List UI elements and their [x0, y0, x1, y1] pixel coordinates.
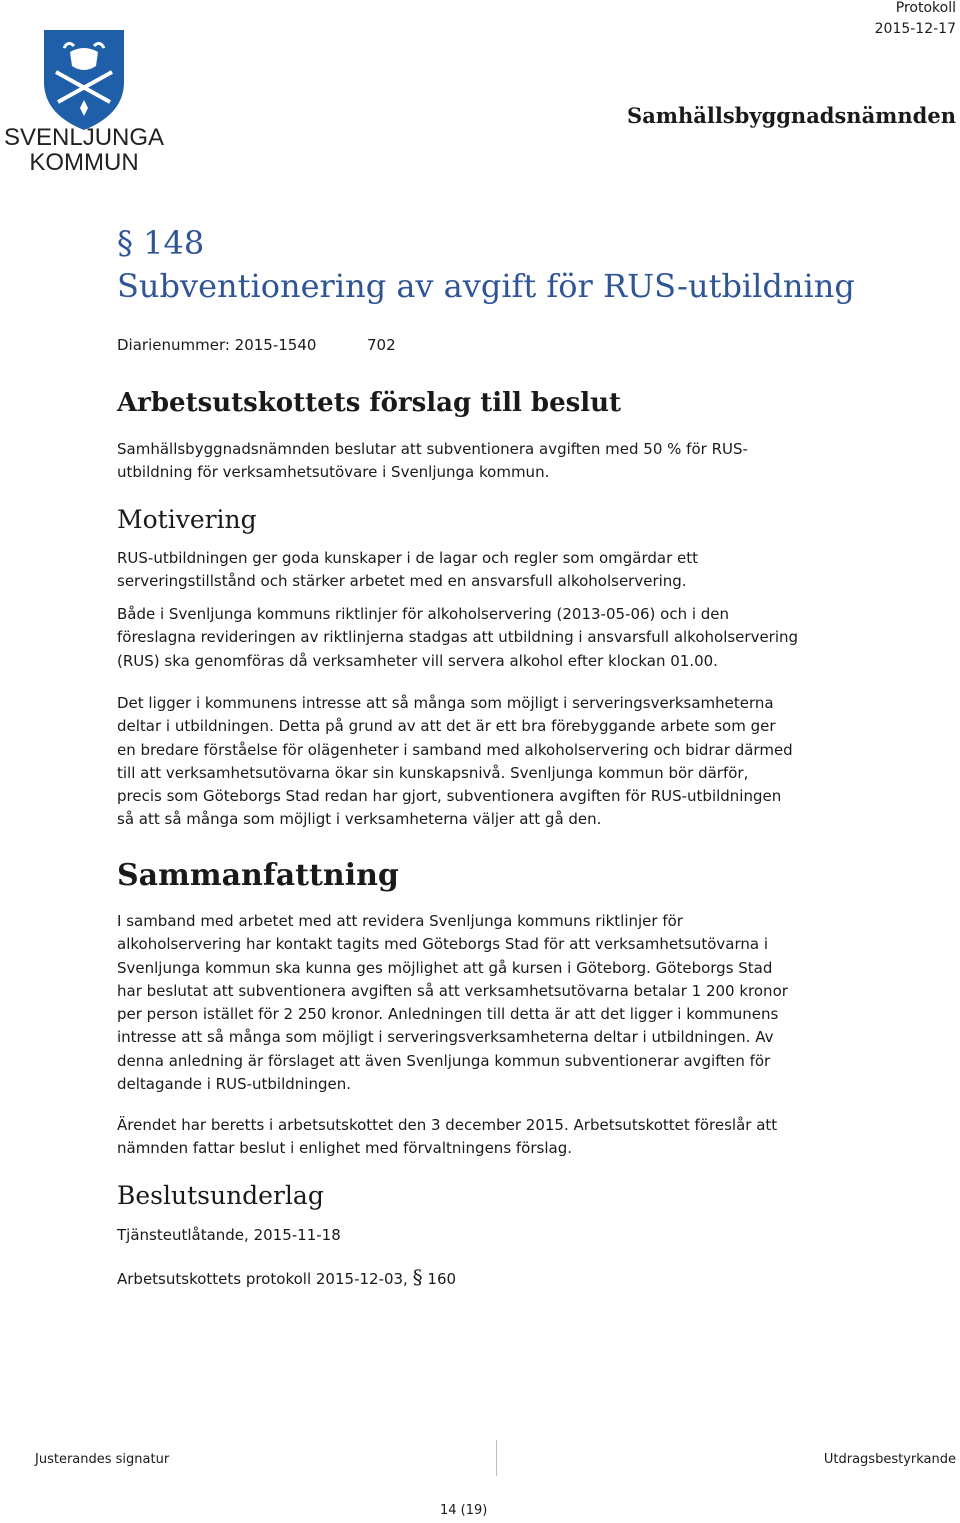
basis-item-1: Tjänsteutlåtande, 2015-11-18	[117, 1226, 341, 1244]
section-symbol: §	[117, 224, 133, 262]
motivation-paragraph-3	[117, 692, 793, 832]
text-line: Svenljunga kommun ska kunna ges möjlighet att gå kursen i Göteborg. Göteborgs Stad	[117, 958, 773, 977]
basis-heading: Beslutsunderlag	[117, 1181, 324, 1210]
diary-number: Diarienummer: 2015-1540	[117, 336, 317, 354]
text-line: I samband med arbetet med att revidera Svenljunga kommuns riktlinjer för	[117, 912, 683, 930]
text-line: precis som Göteborgs Stad redan har gjort, subventionera avgiften för RUS-utbildningen	[117, 787, 782, 806]
proposal-text	[117, 438, 748, 485]
text-line: alkoholservering har kontakt tagits med Göteborgs Stad för att verksamhetsutövarna i	[117, 935, 769, 954]
text-line: föreslagna revideringen av riktlinjerna stadgas att utbildning i ansvarsfull alkoholservering	[117, 628, 799, 647]
text-line: per person istället för 2 250 kronor. Anledningen till detta är att det ligger i kommunens	[117, 1005, 779, 1024]
motivation-paragraph-2	[117, 603, 798, 673]
logo-line2: KOMMUN	[29, 149, 139, 174]
text-line: så att så många som möjligt i verksamheterna väljer att gå den.	[117, 810, 602, 829]
diary-code: 702	[367, 336, 396, 354]
text-line: intresse att så många som möjligt i serveringsverksamheterna deltar i utbildningen. Av	[117, 1028, 774, 1047]
text-line: Samhällsbyggnadsnämnden beslutar att subventionera avgiften med 50 % för RUS-	[117, 440, 748, 458]
section-symbol: §	[412, 1265, 423, 1289]
svenljunga-logo	[4, 22, 164, 174]
basis-item-2	[117, 1266, 456, 1291]
text-line: serveringstillstånd och stärker arbetet med en ansvarsfull alkoholservering.	[117, 572, 687, 591]
text-line: RUS-utbildningen ger goda kunskaper i de lagar och regler som omgärdar ett	[117, 549, 699, 567]
text-line: deltar i utbildningen. Detta på grund av att det är ett bra förebyggande arbete som ger	[117, 717, 776, 736]
text-line: till att verksamhetsutövarna ökar sin kunskapsnivå. Svenljunga kommun bör därför,	[117, 763, 749, 782]
footer-divider	[496, 1440, 497, 1476]
motivation-heading: Motivering	[117, 505, 257, 534]
summary-paragraph-1	[117, 910, 788, 1096]
page-number: 14 (19)	[440, 1503, 488, 1518]
basis-item-2-text: Arbetsutskottets protokoll 2015-12-03,	[117, 1270, 408, 1288]
text-line: Ärendet har beretts i arbetsutskottet den 3 december 2015. Arbetsutskottet föreslår att	[117, 1116, 778, 1134]
coat-of-arms-icon	[4, 22, 164, 174]
section-title: Subventionering av avgift för RUS-utbildning	[117, 267, 855, 305]
document-type: Protokoll	[895, 0, 956, 16]
proposal-heading: Arbetsutskottets förslag till beslut	[117, 388, 622, 418]
signature-label: Justerandes signatur	[35, 1452, 170, 1467]
text-line: en bredare förståelse för olägenheter i samband med alkoholservering och bidrar därmed	[117, 740, 793, 759]
summary-paragraph-2	[117, 1114, 777, 1161]
text-line: Både i Svenljunga kommuns riktlinjer för alkoholservering (2013-05-06) och i den	[117, 605, 730, 623]
text-line: har beslutat att subventionera avgiften så att verksamhetsutövarna betalar 1 200 kronor	[117, 981, 788, 1000]
text-line: utbildning för verksamhetsutövare i Svenljunga kommun.	[117, 463, 550, 482]
document-date: 2015-12-17	[874, 21, 956, 37]
text-line: denna anledning är förslaget att även Svenljunga kommun subventionerar avgiften för	[117, 1051, 771, 1070]
committee-name: Samhällsbyggnadsnämnden	[627, 103, 956, 128]
text-line: nämnden fattar beslut i enlighet med förvaltningens förslag.	[117, 1139, 572, 1158]
section-number	[117, 224, 204, 262]
text-line: (RUS) ska genomföras då verksamheter vill servera alkohol efter klockan 01.00.	[117, 651, 718, 670]
certification-label: Utdragsbestyrkande	[823, 1452, 956, 1467]
motivation-paragraph-1	[117, 547, 698, 594]
section-number-value: 148	[143, 224, 205, 262]
basis-item-2-number: 160	[427, 1270, 457, 1288]
text-line: Det ligger i kommunens intresse att så många som möjligt i serveringsverksamheterna	[117, 694, 774, 712]
summary-heading: Sammanfattning	[117, 858, 399, 893]
text-line: deltagande i RUS-utbildningen.	[117, 1075, 351, 1094]
logo-line1: SVENLJUNGA	[4, 124, 164, 151]
